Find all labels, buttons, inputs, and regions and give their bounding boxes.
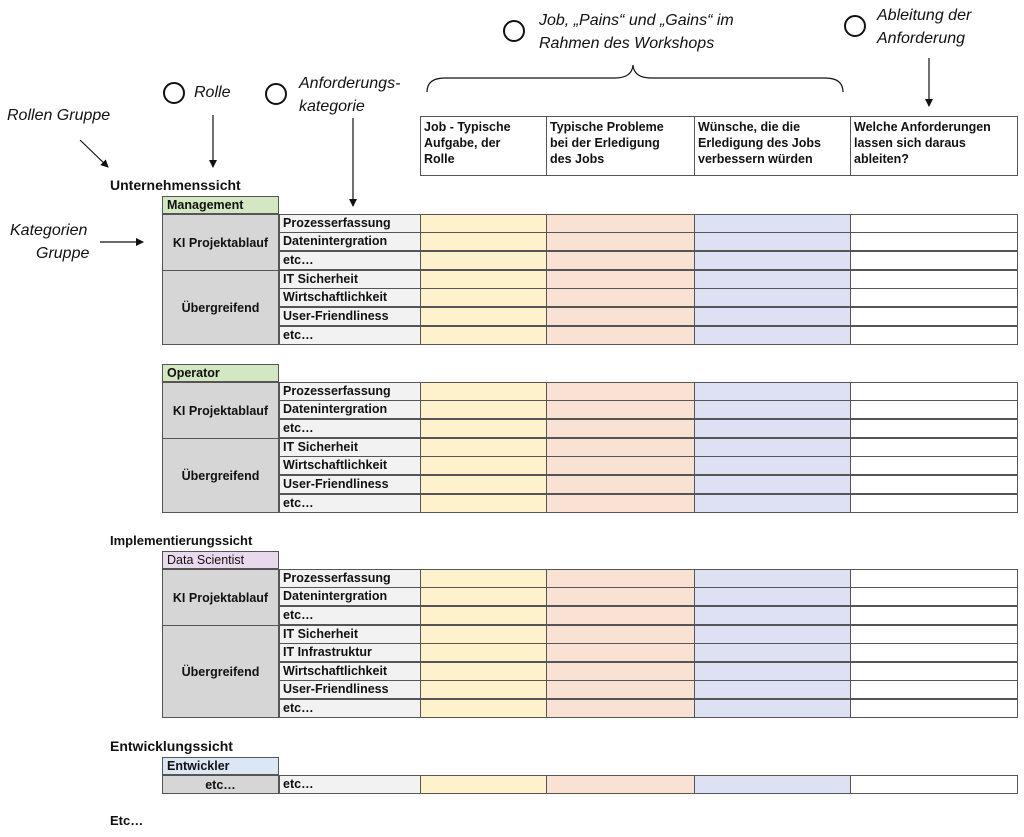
ableitung-label-line1: Ableitung der	[877, 7, 972, 24]
row-label-etc: etc…	[279, 606, 421, 625]
section-entwicklungssicht: Entwicklungssicht	[110, 738, 233, 754]
table-cell-col3[interactable]	[694, 288, 851, 307]
table-cell-col2[interactable]	[546, 643, 695, 662]
table-cell-col4[interactable]	[850, 326, 1018, 345]
table-cell-col1[interactable]	[420, 251, 547, 270]
table-cell-col1[interactable]	[420, 625, 547, 644]
table-cell-col3[interactable]	[694, 419, 851, 438]
header-job-line2: Aufgabe, der	[424, 136, 501, 150]
table-cell-col3[interactable]	[694, 214, 851, 233]
group-uebergreifend: Übergreifend	[162, 438, 279, 513]
header-probleme	[546, 116, 695, 176]
row-label-daten: Datenintergration	[279, 400, 421, 419]
table-cell-col2[interactable]	[546, 606, 695, 625]
table-cell-col1[interactable]	[420, 587, 547, 606]
table-cell-col4[interactable]	[850, 643, 1018, 662]
header-job	[420, 116, 547, 176]
table-cell-col3[interactable]	[694, 438, 851, 457]
table-cell-col4[interactable]	[850, 569, 1018, 588]
group-ki-projektablauf: KI Projektablauf	[162, 569, 279, 626]
table-cell-col3[interactable]	[694, 307, 851, 326]
row-label-user: User-Friendliness	[279, 680, 421, 699]
table-cell-col2[interactable]	[546, 232, 695, 251]
table-cell-col1[interactable]	[420, 643, 547, 662]
header-wuensche-line3: verbessern würden	[698, 152, 813, 166]
table-cell-col2[interactable]	[546, 419, 695, 438]
role-data-scientist: Data Scientist	[162, 551, 279, 569]
group-uebergreifend: Übergreifend	[162, 625, 279, 718]
header-probleme-line1: Typische Probleme	[550, 120, 664, 134]
table-cell-col2[interactable]	[546, 625, 695, 644]
table-cell-col4[interactable]	[850, 680, 1018, 699]
table-cell-col1[interactable]	[420, 326, 547, 345]
row-label-prozess: Prozesserfassung	[279, 214, 421, 233]
table-cell-col3[interactable]	[694, 475, 851, 494]
row-label-user: User-Friendliness	[279, 307, 421, 326]
table-cell-col2[interactable]	[546, 270, 695, 289]
table-cell-col4[interactable]	[850, 494, 1018, 513]
row-label-etc: etc…	[279, 494, 421, 513]
job-label-line2: Rahmen des Workshops	[539, 35, 715, 52]
table-cell-col3[interactable]	[694, 699, 851, 718]
table-cell-col3[interactable]	[694, 251, 851, 270]
header-job-line1: Job - Typische	[424, 120, 511, 134]
table-cell-col1[interactable]	[420, 270, 547, 289]
table-cell-col4[interactable]	[850, 662, 1018, 681]
table-cell-col2[interactable]	[546, 456, 695, 475]
row-label-etc: etc…	[279, 775, 421, 794]
table-cell-col4[interactable]	[850, 438, 1018, 457]
table-cell-col4[interactable]	[850, 606, 1018, 625]
table-cell-col3[interactable]	[694, 587, 851, 606]
row-label-it-sicherheit: IT Sicherheit	[279, 438, 421, 457]
rolle-label: Rolle	[194, 84, 231, 101]
section-etc: Etc…	[110, 813, 144, 828]
table-cell-col4[interactable]	[850, 270, 1018, 289]
table-cell-col1[interactable]	[420, 419, 547, 438]
row-label-etc: etc…	[279, 251, 421, 270]
table-cell-col3[interactable]	[694, 400, 851, 419]
row-label-it-sicherheit: IT Sicherheit	[279, 270, 421, 289]
anforderungskategorie-label-line1: Anforderungs-	[299, 75, 401, 92]
table-cell-col1[interactable]	[420, 307, 547, 326]
job-label-line1: Job, „Pains“ und „Gains“ im	[539, 12, 734, 29]
group-etc: etc…	[162, 775, 279, 794]
table-cell-col1[interactable]	[420, 475, 547, 494]
table-cell-col3[interactable]	[694, 662, 851, 681]
table-cell-col1[interactable]	[420, 775, 547, 794]
header-anforderungen-line2: lassen sich daraus	[854, 136, 966, 150]
row-label-wirtschaft: Wirtschaftlichkeit	[279, 456, 421, 475]
row-label-etc: etc…	[279, 699, 421, 718]
header-probleme-line3: des Jobs	[550, 152, 605, 166]
section-implementierungssicht: Implementierungssicht	[110, 533, 253, 548]
header-probleme-line2: bei der Erledigung	[550, 136, 660, 150]
table-cell-col2[interactable]	[546, 326, 695, 345]
table-cell-col2[interactable]	[546, 382, 695, 401]
role-entwickler: Entwickler	[162, 757, 279, 775]
row-label-prozess: Prozesserfassung	[279, 382, 421, 401]
ableitung-label-line2: Anforderung	[877, 30, 966, 47]
table-cell-col3[interactable]	[694, 643, 851, 662]
table-cell-col3[interactable]	[694, 569, 851, 588]
table-cell-col4[interactable]	[850, 288, 1018, 307]
row-label-wirtschaft: Wirtschaftlichkeit	[279, 662, 421, 681]
table-cell-col2[interactable]	[546, 569, 695, 588]
table-cell-col1[interactable]	[420, 214, 547, 233]
table-cell-col1[interactable]	[420, 662, 547, 681]
table-cell-col4[interactable]	[850, 625, 1018, 644]
table-cell-col3[interactable]	[694, 456, 851, 475]
table-cell-col4[interactable]	[850, 214, 1018, 233]
table-cell-col2[interactable]	[546, 699, 695, 718]
table-cell-col4[interactable]	[850, 775, 1018, 794]
table-cell-col1[interactable]	[420, 699, 547, 718]
table-cell-col3[interactable]	[694, 680, 851, 699]
table-cell-col2[interactable]	[546, 587, 695, 606]
section-unternehmenssicht: Unternehmenssicht	[110, 177, 241, 193]
group-ki-projektablauf: KI Projektablauf	[162, 214, 279, 271]
rollen-gruppe-label: Rollen Gruppe	[7, 107, 111, 124]
table-cell-col2[interactable]	[546, 494, 695, 513]
table-cell-col4[interactable]	[850, 587, 1018, 606]
table-cell-col2[interactable]	[546, 438, 695, 457]
table-cell-col4[interactable]	[850, 456, 1018, 475]
row-label-etc: etc…	[279, 326, 421, 345]
table-cell-col2[interactable]	[546, 662, 695, 681]
kategorien-label-line2: Gruppe	[36, 245, 90, 262]
table-cell-col1[interactable]	[420, 456, 547, 475]
table-cell-col2[interactable]	[546, 307, 695, 326]
row-label-user: User-Friendliness	[279, 475, 421, 494]
table-cell-col3[interactable]	[694, 326, 851, 345]
table-cell-col1[interactable]	[420, 438, 547, 457]
header-anforderungen-line1: Welche Anforderungen	[854, 120, 991, 134]
table-cell-col2[interactable]	[546, 288, 695, 307]
table-cell-col4[interactable]	[850, 382, 1018, 401]
header-wuensche-line1: Wünsche, die die	[698, 120, 801, 134]
table-cell-col2[interactable]	[546, 214, 695, 233]
table-cell-col4[interactable]	[850, 232, 1018, 251]
table-cell-col2[interactable]	[546, 400, 695, 419]
table-cell-col1[interactable]	[420, 606, 547, 625]
table-cell-col4[interactable]	[850, 251, 1018, 270]
table-cell-col1[interactable]	[420, 288, 547, 307]
table-cell-col1[interactable]	[420, 569, 547, 588]
row-label-it-infra: IT Infrastruktur	[279, 643, 421, 662]
table-cell-col3[interactable]	[694, 494, 851, 513]
table-cell-col2[interactable]	[546, 475, 695, 494]
anforderungskategorie-label-line2: kategorie	[299, 98, 365, 115]
table-cell-col2[interactable]	[546, 680, 695, 699]
table-cell-col2[interactable]	[546, 251, 695, 270]
header-anforderungen	[850, 116, 1018, 176]
table-cell-col4[interactable]	[850, 699, 1018, 718]
table-cell-col3[interactable]	[694, 232, 851, 251]
table-cell-col1[interactable]	[420, 494, 547, 513]
table-cell-col1[interactable]	[420, 232, 547, 251]
row-label-daten: Datenintergration	[279, 232, 421, 251]
row-label-daten: Datenintergration	[279, 587, 421, 606]
header-job-line3: Rolle	[424, 152, 455, 166]
table-cell-col1[interactable]	[420, 382, 547, 401]
table-cell-col1[interactable]	[420, 400, 547, 419]
table-cell-col1[interactable]	[420, 680, 547, 699]
table-cell-col4[interactable]	[850, 307, 1018, 326]
group-uebergreifend: Übergreifend	[162, 270, 279, 345]
row-label-it-sicherheit: IT Sicherheit	[279, 625, 421, 644]
table-cell-col3[interactable]	[694, 606, 851, 625]
header-wuensche	[694, 116, 851, 176]
table-cell-col3[interactable]	[694, 382, 851, 401]
header-wuensche-line2: Erledigung des Jobs	[698, 136, 821, 150]
table-cell-col3[interactable]	[694, 270, 851, 289]
table-cell-col3[interactable]	[694, 775, 851, 794]
role-management: Management	[162, 196, 279, 214]
table-cell-col4[interactable]	[850, 475, 1018, 494]
workshop-brace	[427, 65, 843, 92]
table-cell-col3[interactable]	[694, 625, 851, 644]
row-label-etc: etc…	[279, 419, 421, 438]
row-label-wirtschaft: Wirtschaftlichkeit	[279, 288, 421, 307]
rollen-gruppe-arrow	[80, 140, 108, 167]
table-cell-col2[interactable]	[546, 775, 695, 794]
kategorien-label-line1: Kategorien	[10, 222, 88, 239]
table-cell-col4[interactable]	[850, 400, 1018, 419]
header-anforderungen-line3: ableiten?	[854, 152, 909, 166]
row-label-prozess: Prozesserfassung	[279, 569, 421, 588]
group-ki-projektablauf: KI Projektablauf	[162, 382, 279, 439]
table-cell-col4[interactable]	[850, 419, 1018, 438]
role-operator: Operator	[162, 364, 279, 382]
